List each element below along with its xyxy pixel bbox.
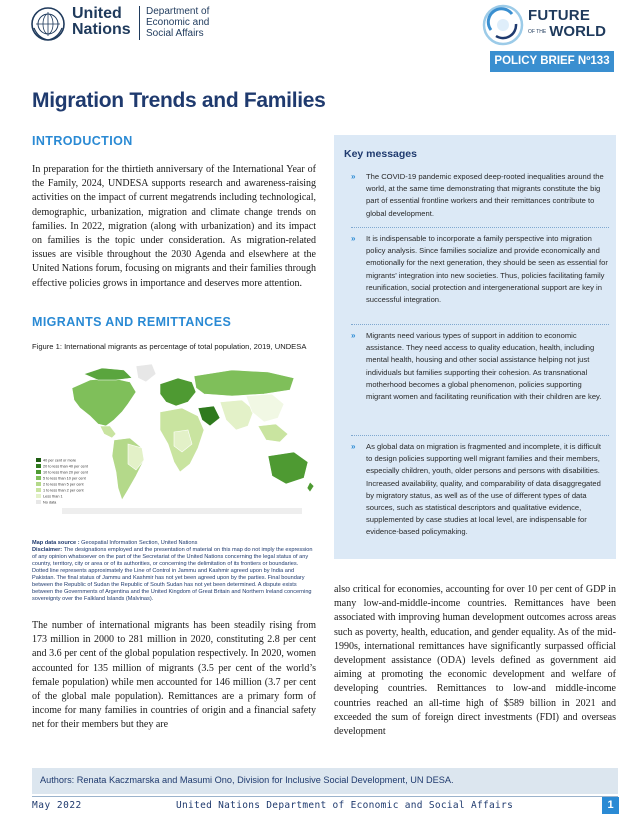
footer-rule xyxy=(32,796,618,797)
migrants-heading: MIGRANTS AND REMITTANCES xyxy=(32,315,232,329)
header-divider xyxy=(139,6,140,40)
world-migrants-map xyxy=(32,360,316,518)
introduction-paragraph: In preparation for the thirtieth anniversary of the International Year of the Family, 2024, UNDESA supports research and awareness-raising activities on the impact of current megatrends including technological, demographic, urbanization, migration and climate change trends on families. In 2022, migration (along with urbanization) and its impact on families is the topic under consideration. As migration-related issues are visible throughout the 2030 Agenda and elsewhere at the United Nations forum, focusing on migrants and their families through effective policies grows in importance and deserves more attention. xyxy=(32,164,316,289)
page-number: 1 xyxy=(602,797,619,814)
migrants-paragraph-left: The number of international migrants has been steadily rising from 173 million in 2000 to 281 million in 2020, constituting 2.8 per cent and 3.6 per cent of the global population respectively. In 2020, women accounted for 135 million of migrants (3.5 per cent of the world’s female population) while men accounted for 146 million (3.7 per cent of the global male population). Remittances are a primary form of income for many families in countries of origin and a financial safety net for their members but they are xyxy=(32,620,316,731)
un-department-name: Department of Economic and Social Affairs xyxy=(146,6,210,39)
legend-label: 10 to less than 20 per cent xyxy=(43,470,88,475)
future-of-the-world-globe-icon xyxy=(482,4,524,46)
policy-brief-badge: POLICY BRIEF Nº133 xyxy=(490,51,614,72)
page-title: Migration Trends and Families xyxy=(32,89,326,112)
key-message-divider xyxy=(351,435,609,436)
key-message-divider xyxy=(351,227,609,228)
footer-organization: United Nations Department of Economic and Social Affairs xyxy=(176,800,514,811)
key-message-divider xyxy=(351,324,609,325)
un-emblem-icon xyxy=(30,6,66,42)
figure-note: Map data source : Geospatial Information Section, United Nations Disclaimer: The designations employed and the presentation of material on this map do not imply the expression of any opinion whatsoever on the part of the Secretariat of the United Nations concerning the legal status of any country, territory, city or area or of its authorities, or concerning the delimitation of its frontiers or boundaries. Dotted line represents approximately the Line of Control in Jammu and Kashmir agreed upon by India and Pakistan. The final status of Jammu and Kashmir has not yet been agreed upon by the parties. Final boundary between the Republic of Sudan the Republic of South Sudan has not yet been determined. A dispute exists between the Governments of Argentina and the United Kingdom of Great Britain and Northern Ireland concerning sovereignty over the Falkland Islands (Malvinas). xyxy=(32,540,313,602)
bullet-arrow-icon: » xyxy=(351,234,356,243)
key-message-item: » It is indispensable to incorporate a family perspective into migration policy analysis. Since families socialize and provide economically and emotionally for the next generation, they should be seen as essential for migrants’ integration into new societies. Thus, policies facilitating family reunification, social protection and intergenerational support are key in successful integration. xyxy=(351,234,608,305)
legend-label: 2 to less than 5 per cent xyxy=(43,482,84,487)
key-message-item: » As global data on migration is fragmented and incomplete, it is difficult to design policies supporting well migrant families and their members, especially children, youth, older persons and persons with disabilities. Increased availability, quality, and comparability of data disaggregated by migratory status, as well as of the use of different types of data sources, such as statistical descriptors and qualitative evidence, supplemented by case studies at local level, are indispensable for evidence-based policymaking. xyxy=(351,442,601,537)
bullet-arrow-icon: » xyxy=(351,172,356,181)
authors-text: Authors: Renata Kaczmarska and Masumi Ono, Division for Inclusive Social Development, UN DESA. xyxy=(40,775,454,785)
footer-date: May 2022 xyxy=(32,800,82,811)
un-wordmark: United Nations xyxy=(72,5,131,38)
introduction-heading: INTRODUCTION xyxy=(32,134,133,148)
legend-label: 5 to less than 10 per cent xyxy=(43,476,86,481)
legend-label: Less than 1 xyxy=(43,494,63,499)
bullet-arrow-icon: » xyxy=(351,442,356,451)
legend-label: No data xyxy=(43,500,57,505)
legend-label: 40 per cent or more xyxy=(43,458,77,463)
key-message-item: » Migrants need various types of support in addition to economic assistance. They need access to quality education, health, including mental health, housing and other social assistance helping not just individuals but families supporting their cohesion. As transnational motherhood becomes a global phenomenon, policies supporting migrant women and facilitating reunification with their children are key. xyxy=(351,331,602,402)
key-message-item: » The COVID-19 pandemic exposed deep-rooted inequalities around the world, at the same time demonstrating that migrants constitute the big part of essential frontline workers and their remittances contribute to global development. xyxy=(351,172,604,218)
figure-caption: Figure 1: International migrants as percentage of total population, 2019, UNDESA xyxy=(32,342,307,351)
future-of-the-world-wordmark: FUTURE OF THE WORLD xyxy=(528,7,606,40)
legend-label: 20 to less than 40 per cent xyxy=(43,464,88,469)
bullet-arrow-icon: » xyxy=(351,331,356,340)
migrants-paragraph-right: also critical for economies, accounting for over 10 per cent of GDP in many low-and-middle-income countries. Remittances have been associated with improving human development outcomes across areas such as poverty, health, education, and gender equality. As of the mid-1990s, international remittances have significantly surpassed official development assistance (ODA) levels defined as government aid aiming at promoting the economic development and welfare of developing countries. Remittances to low-and middle-income countries reached an all-time high of $589 billion in 2021 and exceeded the sum of foreign direct investments (FDI) and overseas development xyxy=(334,584,616,738)
key-messages-title: Key messages xyxy=(344,148,417,160)
legend-label: 1 to less than 2 per cent xyxy=(43,488,84,493)
